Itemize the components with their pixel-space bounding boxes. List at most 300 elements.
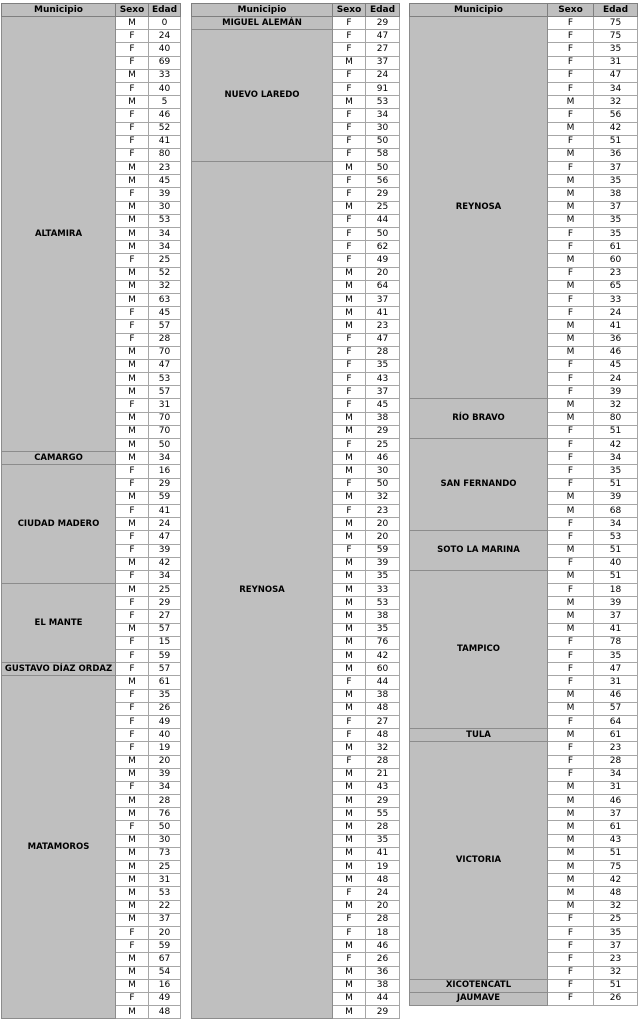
sexo-cell: M xyxy=(333,1006,366,1019)
edad-cell: 35 xyxy=(594,214,638,227)
edad-cell: 38 xyxy=(366,979,400,992)
municipio-cell: SAN FERNANDO xyxy=(410,439,548,531)
edad-cell: 20 xyxy=(366,518,400,531)
sexo-cell: M xyxy=(116,834,149,847)
table-row xyxy=(2,465,181,478)
edad-cell: 51 xyxy=(594,544,638,557)
sexo-cell: M xyxy=(116,69,149,82)
edad-cell: 41 xyxy=(594,623,638,636)
edad-cell: 28 xyxy=(366,913,400,926)
edad-cell: 24 xyxy=(594,373,638,386)
sexo-cell: F xyxy=(548,386,594,399)
sexo-cell: M xyxy=(116,452,149,465)
municipio-cell: JAUMAVE xyxy=(410,992,548,1005)
edad-cell: 48 xyxy=(149,1006,181,1019)
sexo-cell: M xyxy=(116,17,149,30)
edad-cell: 27 xyxy=(366,715,400,728)
edad-cell: 48 xyxy=(366,874,400,887)
sexo-cell: F xyxy=(116,650,149,663)
table-row xyxy=(192,162,400,175)
sexo-cell: M xyxy=(548,399,594,412)
sexo-cell: M xyxy=(548,148,594,161)
edad-cell: 37 xyxy=(149,913,181,926)
sexo-cell: F xyxy=(116,109,149,122)
table-row xyxy=(2,17,181,30)
sexo-cell: F xyxy=(548,663,594,676)
sexo-cell: M xyxy=(116,966,149,979)
sexo-cell: F xyxy=(116,992,149,1005)
edad-cell: 19 xyxy=(366,861,400,874)
edad-cell: 23 xyxy=(366,320,400,333)
sexo-cell: M xyxy=(116,755,149,768)
sexo-cell: M xyxy=(548,570,594,583)
sexo-cell: M xyxy=(116,1006,149,1019)
sexo-cell: M xyxy=(116,623,149,636)
table-row xyxy=(410,17,638,30)
edad-cell: 57 xyxy=(149,663,181,676)
edad-cell: 57 xyxy=(594,702,638,715)
sexo-cell: F xyxy=(548,162,594,175)
sexo-cell: M xyxy=(548,201,594,214)
table-column-2 xyxy=(191,3,400,1019)
sexo-cell: M xyxy=(333,650,366,663)
edad-cell: 42 xyxy=(149,557,181,570)
sexo-cell: F xyxy=(548,425,594,438)
sexo-cell: F xyxy=(548,373,594,386)
edad-cell: 38 xyxy=(366,412,400,425)
edad-cell: 34 xyxy=(366,109,400,122)
edad-cell: 50 xyxy=(366,162,400,175)
sexo-cell: M xyxy=(333,992,366,1005)
edad-cell: 19 xyxy=(149,742,181,755)
sexo-cell: F xyxy=(333,399,366,412)
edad-cell: 49 xyxy=(366,254,400,267)
municipio-cell: REYNOSA xyxy=(410,17,548,399)
sexo-cell: F xyxy=(333,175,366,188)
sexo-cell: M xyxy=(333,834,366,847)
sexo-cell: M xyxy=(548,781,594,794)
sexo-cell: F xyxy=(333,135,366,148)
municipio-cell: TULA xyxy=(410,729,548,742)
sexo-cell: M xyxy=(116,887,149,900)
edad-cell: 51 xyxy=(594,478,638,491)
sexo-cell: M xyxy=(116,900,149,913)
sexo-cell: F xyxy=(548,43,594,56)
edad-cell: 41 xyxy=(366,847,400,860)
sexo-cell: M xyxy=(116,491,149,504)
municipio-cell: GUSTAVO DÍAZ ORDAZ xyxy=(2,663,116,676)
sexo-cell: F xyxy=(548,82,594,95)
table-row xyxy=(410,979,638,992)
table-row xyxy=(2,452,181,465)
sexo-cell: F xyxy=(333,188,366,201)
sexo-cell: F xyxy=(116,663,149,676)
sexo-cell: M xyxy=(548,729,594,742)
edad-cell: 35 xyxy=(594,43,638,56)
edad-cell: 32 xyxy=(366,491,400,504)
sexo-cell: F xyxy=(548,940,594,953)
edad-cell: 73 xyxy=(149,847,181,860)
header-sexo: Sexo xyxy=(116,4,149,17)
edad-cell: 70 xyxy=(149,425,181,438)
edad-cell: 34 xyxy=(149,452,181,465)
sexo-cell: M xyxy=(333,636,366,649)
edad-cell: 31 xyxy=(594,781,638,794)
sexo-cell: M xyxy=(333,861,366,874)
edad-cell: 34 xyxy=(594,452,638,465)
sexo-cell: M xyxy=(116,874,149,887)
edad-cell: 53 xyxy=(149,373,181,386)
sexo-cell: F xyxy=(116,56,149,69)
edad-cell: 34 xyxy=(594,82,638,95)
sexo-cell: M xyxy=(548,175,594,188)
municipio-cell: CAMARGO xyxy=(2,452,116,465)
sexo-cell: M xyxy=(116,346,149,359)
edad-cell: 35 xyxy=(594,228,638,241)
edad-cell: 46 xyxy=(594,795,638,808)
edad-cell: 16 xyxy=(149,465,181,478)
edad-cell: 42 xyxy=(594,122,638,135)
sexo-cell: F xyxy=(548,742,594,755)
sexo-cell: M xyxy=(333,307,366,320)
sexo-cell: F xyxy=(548,69,594,82)
edad-cell: 39 xyxy=(149,768,181,781)
sexo-cell: M xyxy=(333,808,366,821)
edad-cell: 18 xyxy=(594,584,638,597)
sexo-cell: F xyxy=(548,439,594,452)
sexo-cell: F xyxy=(116,333,149,346)
sexo-cell: F xyxy=(116,320,149,333)
municipio-cell: TAMPICO xyxy=(410,570,548,728)
table-row xyxy=(410,439,638,452)
sexo-cell: F xyxy=(333,729,366,742)
edad-cell: 33 xyxy=(149,69,181,82)
edad-cell: 23 xyxy=(594,267,638,280)
sexo-cell: M xyxy=(548,188,594,201)
edad-cell: 46 xyxy=(149,109,181,122)
sexo-cell: M xyxy=(116,201,149,214)
edad-cell: 56 xyxy=(366,175,400,188)
sexo-cell: M xyxy=(548,847,594,860)
sexo-cell: M xyxy=(548,280,594,293)
edad-cell: 48 xyxy=(366,702,400,715)
sexo-cell: F xyxy=(548,966,594,979)
edad-cell: 41 xyxy=(149,504,181,517)
sexo-cell: M xyxy=(116,425,149,438)
edad-cell: 23 xyxy=(594,742,638,755)
edad-cell: 49 xyxy=(149,992,181,1005)
edad-cell: 33 xyxy=(594,293,638,306)
sexo-cell: F xyxy=(548,715,594,728)
sexo-cell: F xyxy=(333,148,366,161)
edad-cell: 35 xyxy=(594,465,638,478)
sexo-cell: M xyxy=(116,557,149,570)
edad-cell: 35 xyxy=(594,926,638,939)
edad-cell: 30 xyxy=(366,122,400,135)
edad-cell: 18 xyxy=(366,926,400,939)
municipio-cell: EL MANTE xyxy=(2,584,116,663)
header-municipio: Municipio xyxy=(410,4,548,17)
table-row xyxy=(410,992,638,1005)
edad-cell: 61 xyxy=(149,676,181,689)
sexo-cell: F xyxy=(333,926,366,939)
sexo-cell: M xyxy=(116,373,149,386)
sexo-cell: M xyxy=(548,254,594,267)
sexo-cell: F xyxy=(548,953,594,966)
sexo-cell: F xyxy=(333,228,366,241)
sexo-cell: F xyxy=(333,913,366,926)
edad-cell: 75 xyxy=(594,861,638,874)
edad-cell: 40 xyxy=(149,43,181,56)
edad-cell: 23 xyxy=(594,953,638,966)
sexo-cell: F xyxy=(333,755,366,768)
edad-cell: 53 xyxy=(594,531,638,544)
sexo-cell: M xyxy=(333,702,366,715)
edad-cell: 75 xyxy=(594,17,638,30)
edad-cell: 67 xyxy=(149,953,181,966)
sexo-cell: M xyxy=(116,241,149,254)
edad-cell: 24 xyxy=(149,518,181,531)
edad-cell: 29 xyxy=(366,1006,400,1019)
edad-cell: 60 xyxy=(366,663,400,676)
sexo-cell: F xyxy=(548,913,594,926)
sexo-cell: M xyxy=(333,267,366,280)
edad-cell: 34 xyxy=(149,228,181,241)
sexo-cell: F xyxy=(116,781,149,794)
edad-cell: 39 xyxy=(594,386,638,399)
edad-cell: 32 xyxy=(149,280,181,293)
sexo-cell: M xyxy=(116,162,149,175)
edad-cell: 52 xyxy=(149,122,181,135)
sexo-cell: M xyxy=(116,293,149,306)
sexo-cell: F xyxy=(333,544,366,557)
edad-cell: 26 xyxy=(149,702,181,715)
edad-cell: 28 xyxy=(149,333,181,346)
sexo-cell: F xyxy=(548,228,594,241)
sexo-cell: F xyxy=(116,570,149,583)
sexo-cell: F xyxy=(333,715,366,728)
sexo-cell: F xyxy=(116,148,149,161)
table-row xyxy=(2,663,181,676)
sexo-cell: M xyxy=(333,280,366,293)
edad-cell: 32 xyxy=(594,96,638,109)
sexo-cell: F xyxy=(333,109,366,122)
sexo-cell: F xyxy=(548,241,594,254)
sexo-cell: F xyxy=(116,43,149,56)
sexo-cell: F xyxy=(548,650,594,663)
sexo-cell: M xyxy=(116,214,149,227)
edad-cell: 41 xyxy=(594,320,638,333)
edad-cell: 80 xyxy=(594,412,638,425)
edad-cell: 28 xyxy=(366,821,400,834)
sexo-cell: M xyxy=(333,742,366,755)
edad-cell: 23 xyxy=(149,162,181,175)
sexo-cell: M xyxy=(116,518,149,531)
edad-cell: 51 xyxy=(594,847,638,860)
sexo-cell: F xyxy=(333,953,366,966)
sexo-cell: M xyxy=(333,570,366,583)
edad-cell: 29 xyxy=(366,188,400,201)
sexo-cell: F xyxy=(116,926,149,939)
sexo-cell: F xyxy=(116,478,149,491)
header-edad: Edad xyxy=(366,4,400,17)
edad-cell: 50 xyxy=(366,135,400,148)
sexo-cell: F xyxy=(548,452,594,465)
edad-cell: 24 xyxy=(366,887,400,900)
edad-cell: 61 xyxy=(594,729,638,742)
edad-cell: 16 xyxy=(149,979,181,992)
edad-cell: 27 xyxy=(149,610,181,623)
edad-cell: 38 xyxy=(594,188,638,201)
header-edad: Edad xyxy=(594,4,638,17)
sexo-cell: M xyxy=(333,847,366,860)
table-column-3 xyxy=(409,3,638,1006)
sexo-cell: M xyxy=(333,900,366,913)
edad-cell: 37 xyxy=(594,610,638,623)
edad-cell: 43 xyxy=(366,373,400,386)
header-sexo: Sexo xyxy=(548,4,594,17)
sexo-cell: M xyxy=(333,821,366,834)
sexo-cell: M xyxy=(333,56,366,69)
sexo-cell: F xyxy=(548,755,594,768)
edad-cell: 44 xyxy=(366,992,400,1005)
edad-cell: 64 xyxy=(594,715,638,728)
sexo-cell: M xyxy=(548,597,594,610)
sexo-cell: M xyxy=(548,346,594,359)
edad-cell: 53 xyxy=(366,96,400,109)
edad-cell: 45 xyxy=(366,399,400,412)
edad-cell: 51 xyxy=(594,135,638,148)
sexo-cell: M xyxy=(333,491,366,504)
sexo-cell: M xyxy=(116,795,149,808)
sexo-cell: M xyxy=(116,412,149,425)
sexo-cell: M xyxy=(548,320,594,333)
edad-cell: 60 xyxy=(594,254,638,267)
edad-cell: 59 xyxy=(149,491,181,504)
table-row xyxy=(192,17,400,30)
edad-cell: 36 xyxy=(366,966,400,979)
edad-cell: 37 xyxy=(594,940,638,953)
edad-cell: 64 xyxy=(366,280,400,293)
edad-cell: 28 xyxy=(366,755,400,768)
sexo-cell: F xyxy=(548,979,594,992)
sexo-cell: F xyxy=(116,742,149,755)
edad-cell: 34 xyxy=(594,768,638,781)
sexo-cell: M xyxy=(116,861,149,874)
sexo-cell: M xyxy=(548,504,594,517)
edad-cell: 25 xyxy=(366,439,400,452)
edad-cell: 28 xyxy=(594,755,638,768)
edad-cell: 45 xyxy=(149,307,181,320)
edad-cell: 24 xyxy=(594,307,638,320)
sexo-cell: F xyxy=(548,359,594,372)
sexo-cell: M xyxy=(548,96,594,109)
sexo-cell: M xyxy=(333,940,366,953)
sexo-cell: M xyxy=(548,702,594,715)
sexo-cell: F xyxy=(116,188,149,201)
sexo-cell: F xyxy=(548,768,594,781)
edad-cell: 42 xyxy=(594,439,638,452)
edad-cell: 29 xyxy=(366,425,400,438)
edad-cell: 47 xyxy=(594,69,638,82)
sexo-cell: M xyxy=(333,663,366,676)
edad-cell: 28 xyxy=(366,346,400,359)
sexo-cell: M xyxy=(548,821,594,834)
edad-cell: 39 xyxy=(149,188,181,201)
sexo-cell: M xyxy=(333,781,366,794)
sexo-cell: F xyxy=(548,992,594,1005)
sexo-cell: M xyxy=(333,465,366,478)
sexo-cell: M xyxy=(333,201,366,214)
edad-cell: 36 xyxy=(594,148,638,161)
edad-cell: 46 xyxy=(366,452,400,465)
edad-cell: 62 xyxy=(366,241,400,254)
sexo-cell: M xyxy=(333,874,366,887)
edad-cell: 29 xyxy=(149,478,181,491)
sexo-cell: F xyxy=(548,531,594,544)
edad-cell: 39 xyxy=(594,491,638,504)
municipio-cell: MATAMOROS xyxy=(2,676,116,1019)
sexo-cell: F xyxy=(548,293,594,306)
sexo-cell: F xyxy=(333,254,366,267)
edad-cell: 61 xyxy=(594,821,638,834)
edad-cell: 55 xyxy=(366,808,400,821)
edad-cell: 63 xyxy=(149,293,181,306)
sexo-cell: F xyxy=(116,715,149,728)
edad-cell: 35 xyxy=(366,570,400,583)
sexo-cell: F xyxy=(116,544,149,557)
table-row xyxy=(192,30,400,43)
edad-cell: 25 xyxy=(366,201,400,214)
sexo-cell: M xyxy=(548,412,594,425)
edad-cell: 57 xyxy=(149,623,181,636)
sexo-cell: F xyxy=(333,17,366,30)
edad-cell: 40 xyxy=(149,729,181,742)
edad-cell: 35 xyxy=(594,650,638,663)
sexo-cell: F xyxy=(333,504,366,517)
sexo-cell: M xyxy=(333,518,366,531)
sexo-cell: F xyxy=(116,729,149,742)
edad-cell: 51 xyxy=(594,979,638,992)
sexo-cell: F xyxy=(116,307,149,320)
municipio-cell: ALTAMIRA xyxy=(2,17,116,452)
municipio-cell: NUEVO LAREDO xyxy=(192,30,333,162)
edad-cell: 56 xyxy=(594,109,638,122)
edad-cell: 30 xyxy=(149,834,181,847)
sexo-cell: M xyxy=(116,96,149,109)
sexo-cell: F xyxy=(116,636,149,649)
table-row xyxy=(2,584,181,597)
sexo-cell: M xyxy=(333,320,366,333)
edad-cell: 29 xyxy=(366,17,400,30)
sexo-cell: F xyxy=(116,399,149,412)
edad-cell: 26 xyxy=(366,953,400,966)
edad-cell: 52 xyxy=(149,267,181,280)
edad-cell: 50 xyxy=(149,821,181,834)
edad-cell: 31 xyxy=(149,399,181,412)
edad-cell: 59 xyxy=(149,940,181,953)
sexo-cell: M xyxy=(333,795,366,808)
sexo-cell: F xyxy=(333,373,366,386)
sexo-cell: F xyxy=(116,254,149,267)
sexo-cell: M xyxy=(116,913,149,926)
edad-cell: 32 xyxy=(594,966,638,979)
edad-cell: 37 xyxy=(594,201,638,214)
edad-cell: 61 xyxy=(594,241,638,254)
sexo-cell: F xyxy=(548,465,594,478)
sexo-cell: M xyxy=(333,162,366,175)
sexo-cell: M xyxy=(116,953,149,966)
